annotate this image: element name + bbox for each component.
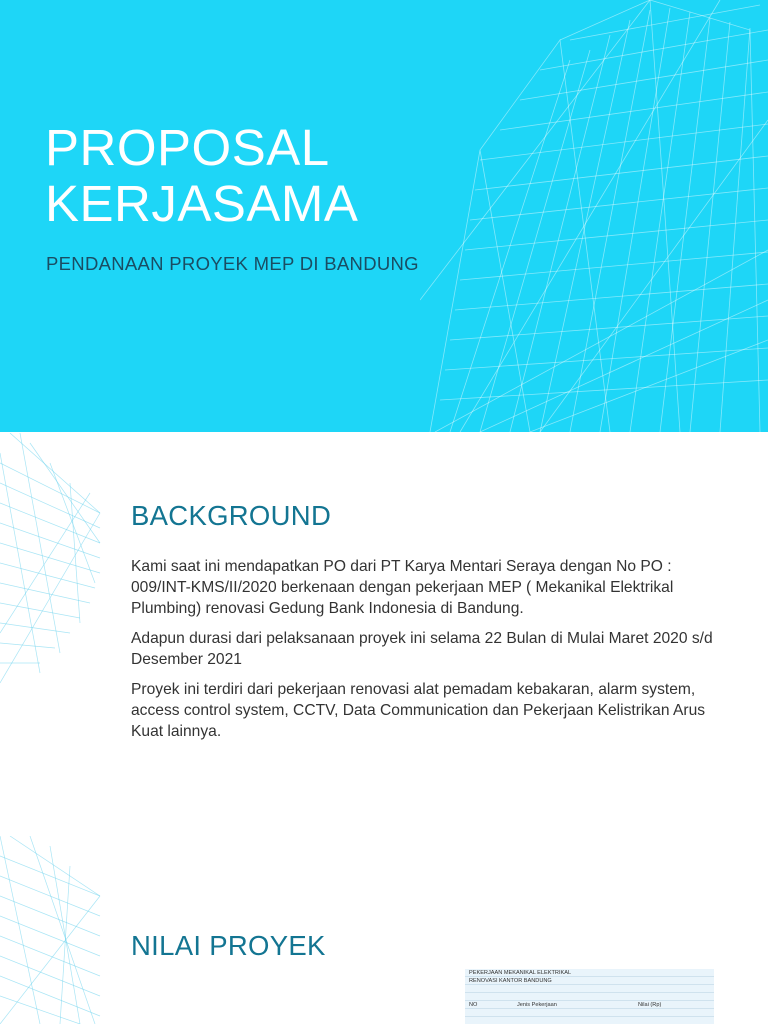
paragraph-duration: Adapun durasi dari pelaksanaan proyek ini selama 22 Bulan di Mulai Maret 2020 s/d Desember 2021 bbox=[131, 630, 713, 668]
column-header-nilai: Nilai (Rp) bbox=[638, 1002, 662, 1008]
side-wireframe-illustration bbox=[0, 433, 110, 835]
table-header-row bbox=[465, 1001, 714, 1009]
project-value-slide bbox=[0, 836, 768, 1024]
table-row bbox=[465, 1009, 714, 1017]
table-title-line2: RENOVASI KANTOR BANDUNG bbox=[469, 978, 552, 984]
table-subtitle-row bbox=[465, 977, 714, 985]
table-title-row bbox=[465, 969, 714, 977]
table-row bbox=[465, 985, 714, 993]
table-row bbox=[465, 993, 714, 1001]
cover-subtitle: PENDANAAN PROYEK MEP DI BANDUNG bbox=[46, 253, 419, 274]
building-wireframe-illustration bbox=[420, 0, 768, 432]
background-body bbox=[131, 556, 721, 751]
side-wireframe-illustration-2 bbox=[0, 836, 110, 1024]
paragraph-po: Kami saat ini mendapatkan PO dari PT Karya Mentari Seraya dengan No PO : 009/INT-KMS/II/2020 berkenaan dengan pekerjaan MEP ( Mekanikal Elektrikal Plumbing) renovasi Gedung Bank Indonesia di Bandung. bbox=[131, 558, 674, 617]
table-title-line1: PEKERJAAN MEKANIKAL ELEKTRIKAL bbox=[469, 970, 572, 976]
column-header-jenis: Jenis Pekerjaan bbox=[517, 1002, 557, 1008]
cover-slide bbox=[0, 0, 768, 432]
cover-title bbox=[45, 120, 358, 232]
cover-title-line2: KERJASAMA bbox=[45, 175, 359, 232]
background-heading: BACKGROUND bbox=[131, 500, 332, 531]
column-header-no: NO bbox=[469, 1002, 478, 1008]
table-row bbox=[465, 1017, 714, 1024]
cover-title-line1: PROPOSAL bbox=[45, 119, 330, 176]
project-value-table bbox=[465, 969, 714, 1024]
paragraph-scope: Proyek ini terdiri dari pekerjaan renovasi alat pemadam kebakaran, alarm system, access control system, CCTV, Data Communication dan Pekerjaan Kelistrikan Arus Kuat lainnya. bbox=[131, 681, 706, 740]
project-value-heading: NILAI PROYEK bbox=[131, 930, 326, 961]
background-slide bbox=[0, 433, 768, 835]
